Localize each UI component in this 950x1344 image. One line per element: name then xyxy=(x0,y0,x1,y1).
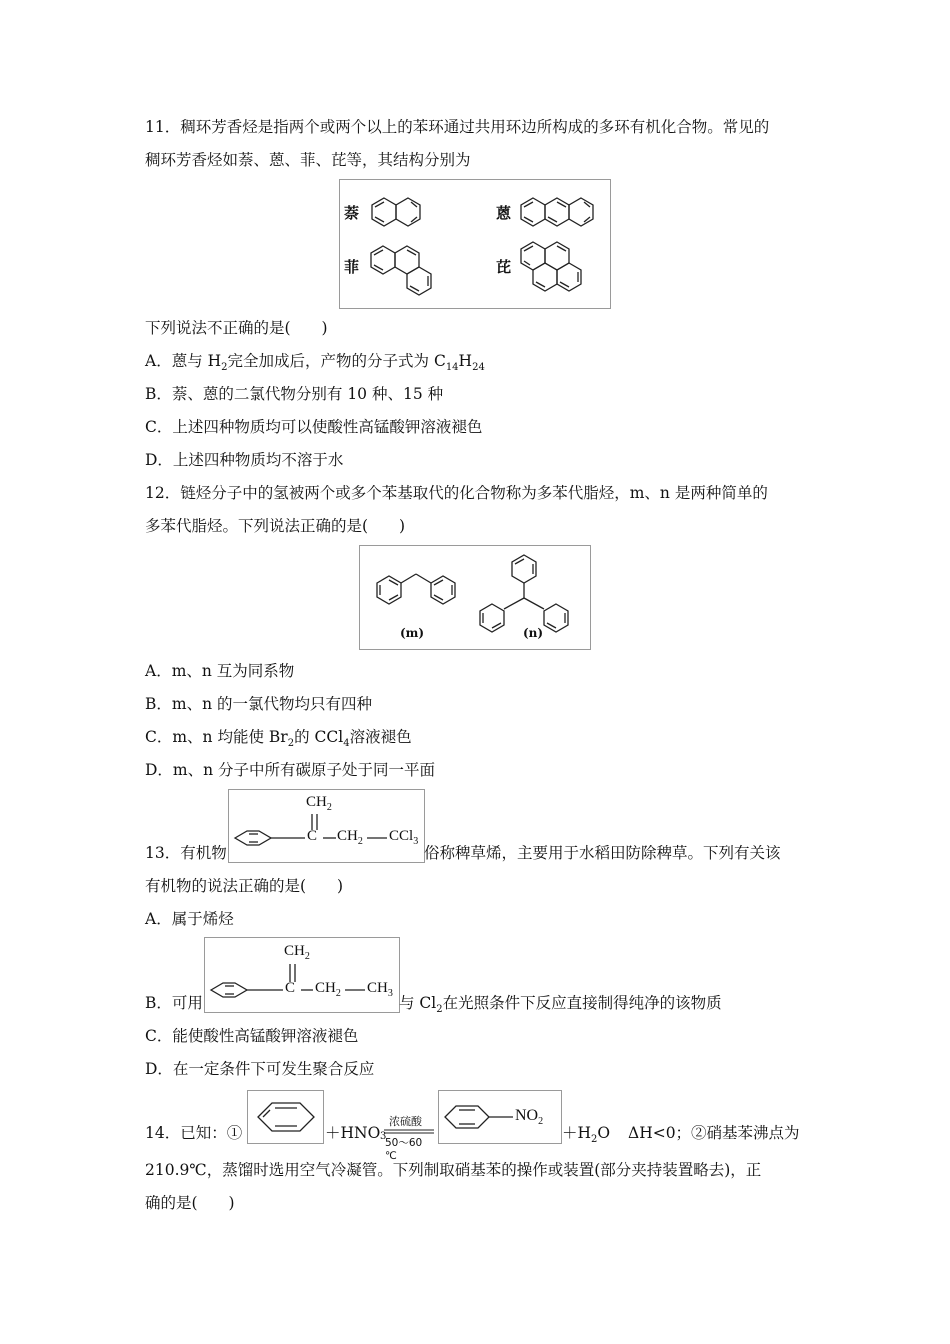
label-n: (n) xyxy=(523,626,544,640)
naphthalene-structure-icon xyxy=(372,198,420,226)
q14-benzene-figure xyxy=(247,1090,324,1144)
triphenylmethane-structure-icon xyxy=(480,555,568,632)
phenyl-ring-icon xyxy=(211,983,247,997)
q14-nitrobenzene-figure: $NO_2$ xyxy=(438,1090,562,1144)
label-phenanthrene: 菲 xyxy=(344,258,360,276)
q14-plus-h2o: $+H_2O$ xyxy=(562,1124,611,1145)
nitrobenzene-ring-icon xyxy=(445,1106,489,1128)
q14-line3: 确的是( ) xyxy=(145,1194,235,1212)
anthracene-structure-icon xyxy=(521,198,593,226)
label-naphthalene: 萘 xyxy=(344,204,360,222)
q12-stem-line2: 多苯代脂烃。下列说法正确的是( ) xyxy=(145,517,406,535)
q13-option-b-post: 与 $Cl_2$在光照条件下反应直接制得纯净的该物质 xyxy=(399,994,722,1015)
label-anthracene: 蒽 xyxy=(496,204,512,222)
q12-option-c: C．m、n 均能使 $Br_2$的 CCl$_4$溶液褪色 xyxy=(145,728,412,749)
q11-structures-figure xyxy=(339,179,611,309)
q12-stem-line1: 12．链烃分子中的氢被两个或多个苯基取代的化合物称为多苯代脂烃，m、n 是两种简单的 xyxy=(145,484,768,502)
diphenylmethane-structure-icon xyxy=(377,574,455,604)
q13-option-c: C．能使酸性高锰酸钾溶液褪色 xyxy=(145,1027,359,1045)
q11-question: 下列说法不正确的是( ) xyxy=(145,319,328,337)
q13-structure-figure: $CH_2$ C $CH_2$ CCl$_3$ xyxy=(228,789,425,863)
q11-stem-line1: 11．稠环芳香烃是指两个或两个以上的苯环通过共用环边所构成的多环有机化合物。常见的 xyxy=(145,118,770,136)
q13-option-b-pre: B．可用 xyxy=(145,994,203,1012)
q12-option-b: B．m、n 的一氯代物均只有四种 xyxy=(145,695,372,713)
q13-stem-line2: 有机物的说法正确的是( ) xyxy=(145,877,344,895)
q11-option-d: D．上述四种物质均不溶于水 xyxy=(145,451,344,469)
q14-hno3-subscript: 3 xyxy=(380,1131,387,1142)
q11-option-b: B．萘、蒽的二氯代物分别有 10 种、15 种 xyxy=(145,385,444,403)
label-pyrene: 芘 xyxy=(496,258,512,276)
q13-option-b-structure-figure: $CH_2$ C $CH_2$ $CH_3$ xyxy=(204,937,400,1013)
q13-stem-pre: 13．有机物 xyxy=(145,844,227,862)
label-m: (m) xyxy=(400,626,425,640)
phenanthrene-structure-icon xyxy=(371,246,431,295)
q11-option-c: C．上述四种物质均可以使酸性高锰酸钾溶液褪色 xyxy=(145,418,483,436)
benzene-ring-icon xyxy=(258,1103,314,1131)
q14-stem-pre: 14．已知：① xyxy=(145,1124,243,1142)
q12-option-a: A．m、n 互为同系物 xyxy=(145,662,295,680)
q11-stem-line2: 稠环芳香烃如萘、蒽、菲、芘等，其结构分别为 xyxy=(145,151,471,169)
q11-option-a: A．蒽与 $H_2$完全加成后，产物的分子式为 $C_{14}H_{24}$ xyxy=(145,352,485,373)
q14-delta-h: ΔH<0；②硝基苯沸点为 xyxy=(628,1124,800,1142)
q14-plus-hno3: ＋HNO xyxy=(325,1124,381,1142)
q13-option-a: A．属于烯烃 xyxy=(145,910,234,928)
q14-line2: 210.9℃，蒸馏时选用空气冷凝管。下列制取硝基苯的操作或装置(部分夹持装置略去)，正 xyxy=(145,1161,762,1179)
q12-structures-figure xyxy=(359,545,591,650)
q13-stem-post: 俗称稗草烯，主要用于水稻田防除稗草。下列有关该 xyxy=(424,844,781,862)
phenyl-ring-icon xyxy=(235,831,271,845)
pyrene-structure-icon xyxy=(521,242,581,291)
q12-option-d: D．m、n 分子中所有碳原子处于同一平面 xyxy=(145,761,436,779)
q13-option-d: D．在一定条件下可发生聚合反应 xyxy=(145,1060,375,1078)
q14-reaction-arrow: 浓硫酸 50～60 ℃ xyxy=(385,1115,423,1162)
